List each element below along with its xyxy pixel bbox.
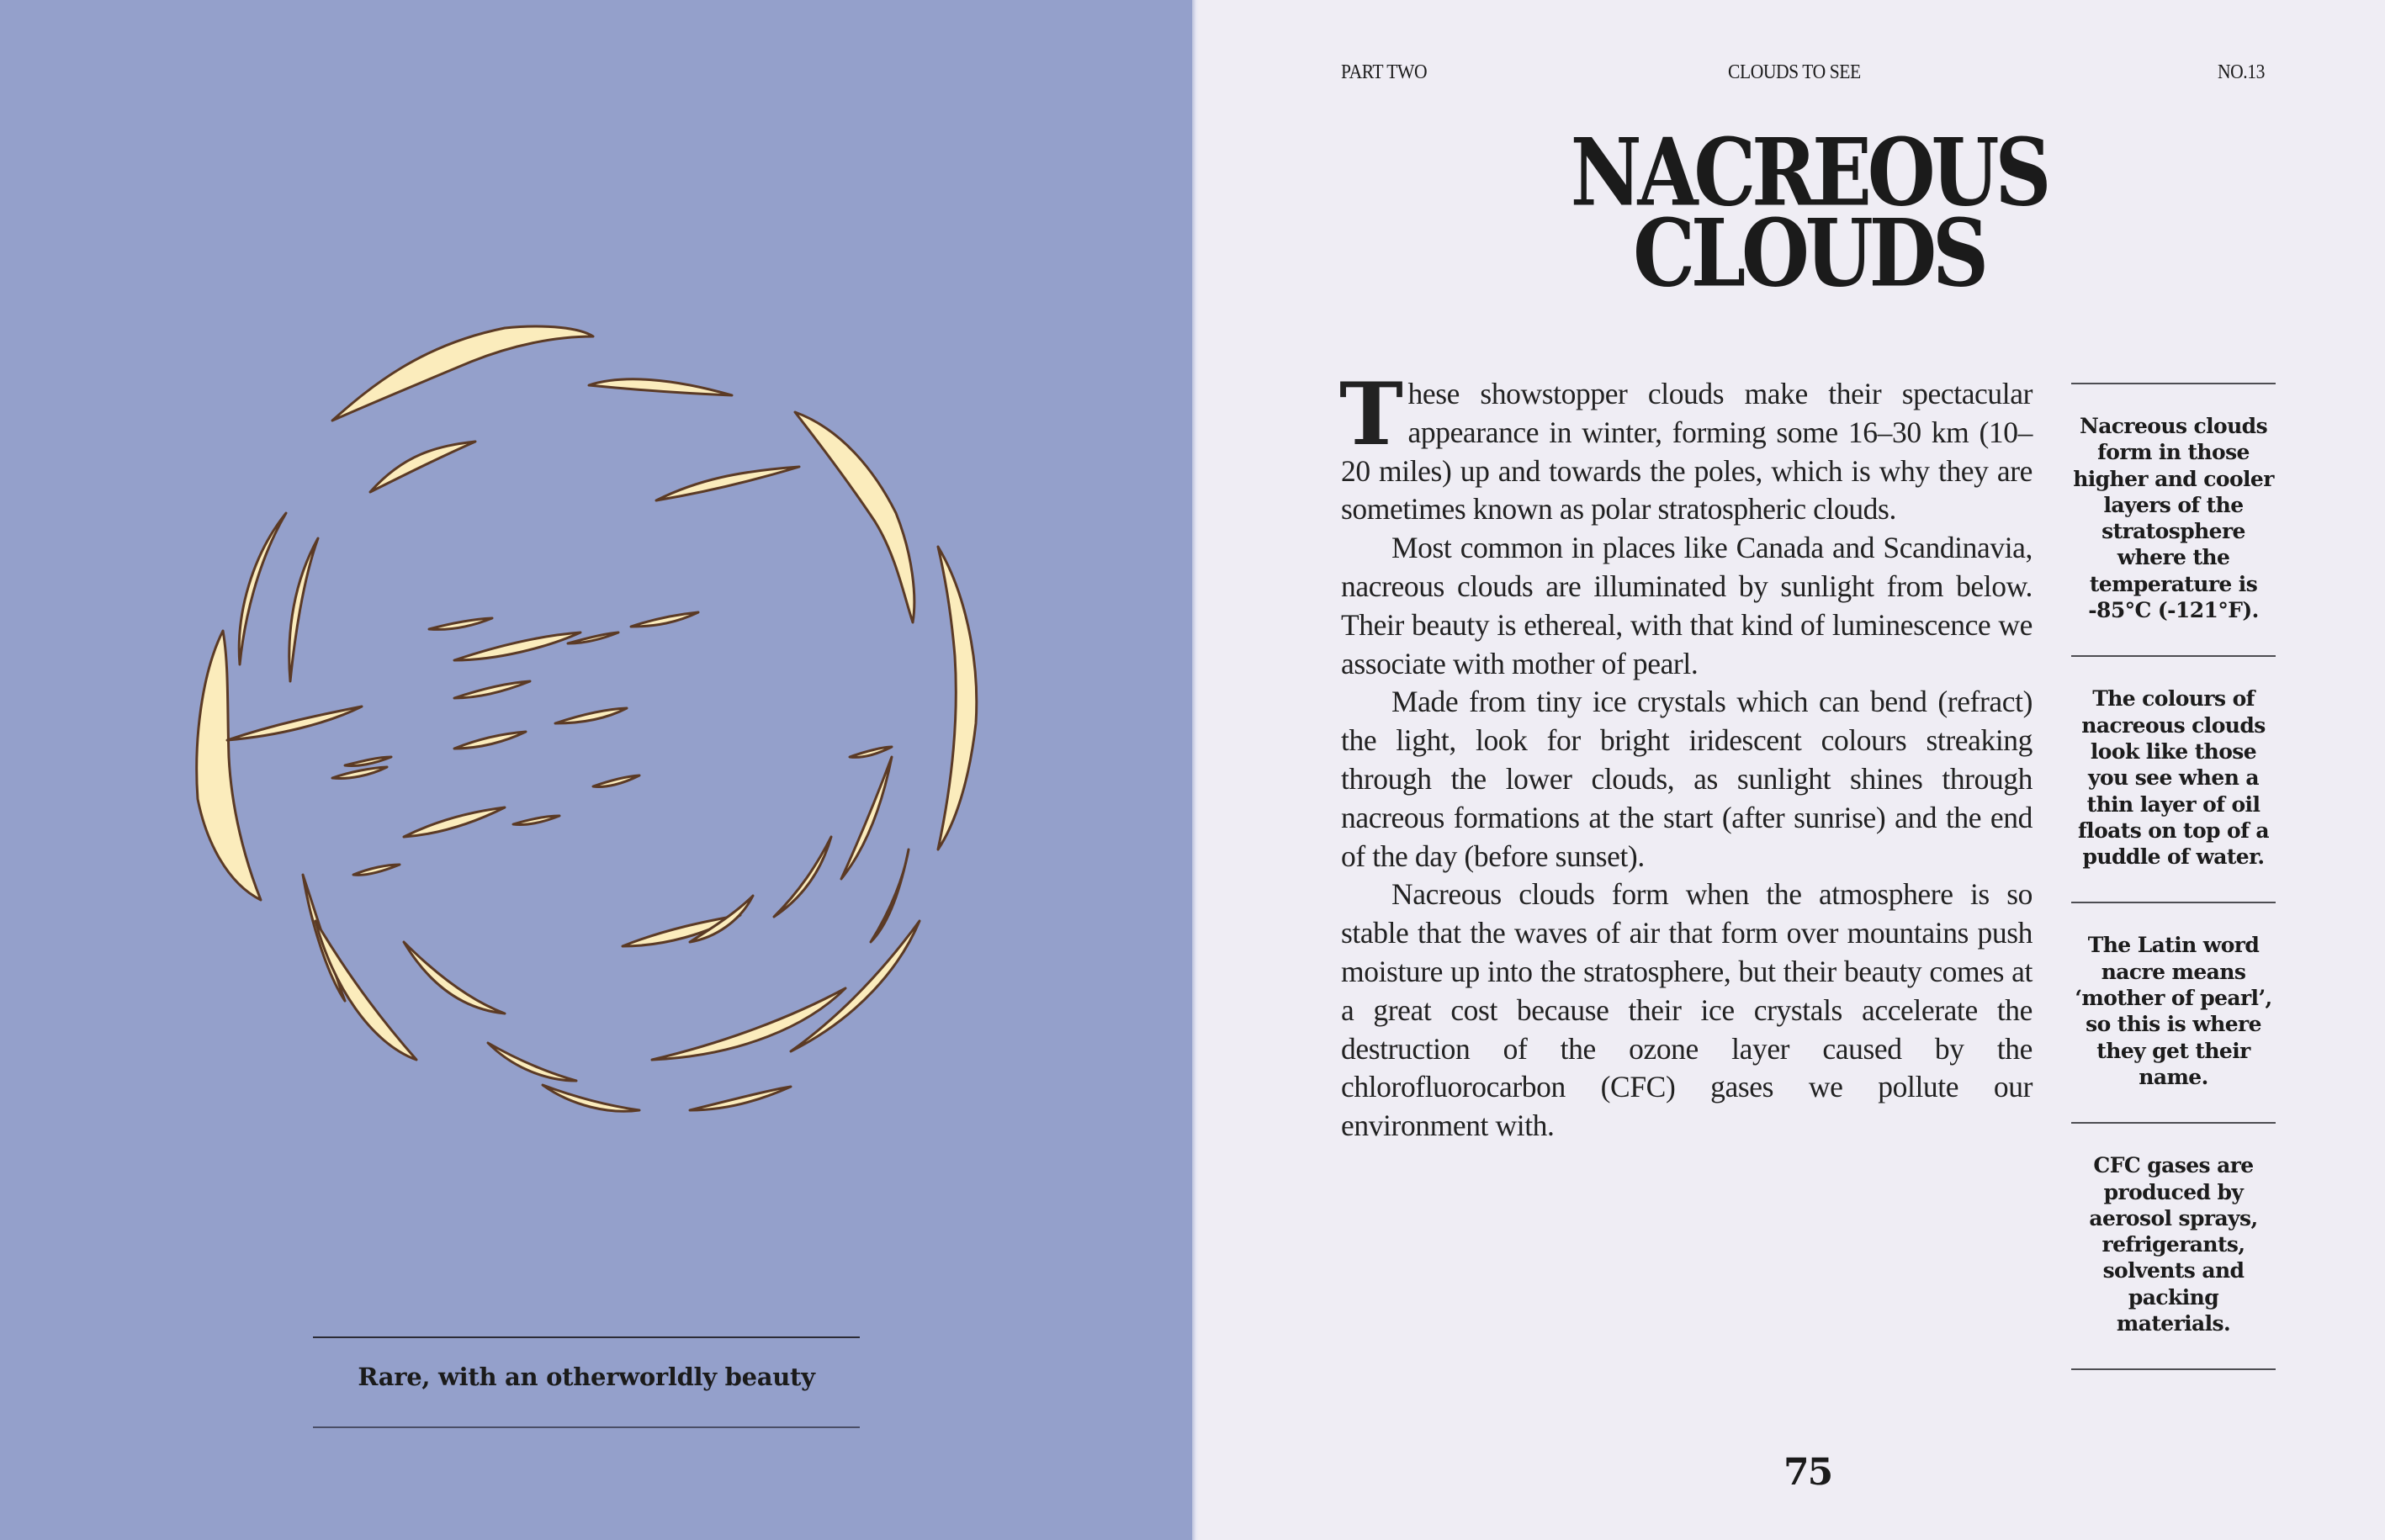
drop-cap: T [1339, 364, 1403, 465]
body-text [1339, 364, 2033, 1146]
page-number: 75 [1783, 1451, 1832, 1494]
page-title [1483, 119, 2134, 309]
sidebar-note-cfc: CFC gases are produced by aerosol sprays, refrigerants, solvents and packing materials. [2089, 1153, 2258, 1336]
left-page [0, 0, 1192, 1540]
paragraph-2: Most common in places like Canada and Scandinavia, nacreous clouds are illuminated by sunlight from below. Their beauty is ethereal, with that kind of luminescence we associate with mother of pearl. [1341, 531, 2033, 680]
sidebar-rule [2071, 1368, 2276, 1370]
sidebar-note-colours: The colours of nacreous clouds look like those you see when a thin layer of oil floats on top of a puddle of water. [2078, 686, 2269, 870]
caption-rule-top [313, 1336, 860, 1338]
caption-rule-bottom [313, 1426, 860, 1428]
running-head-section: PART TWO [1341, 61, 1428, 83]
paragraph-1-text: hese showstopper clouds make their spectacular appearance in winter, forming some 16–30 km (10–20 miles) up and towards the poles, which is why they are sometimes known as polar stratospheric clouds. [1341, 377, 2033, 527]
title-line-2: CLOUDS [1633, 199, 1985, 309]
paragraph-4: Nacreous clouds form when the atmosphere is so stable that the waves of air that form over mountains push moisture up into the stratosphere, but their beauty comes at a great cost because their ice crystals accelerate the destruction of the ozone layer caused by the chlorofluorocarbon (CFC) gases we pollute our environment with. [1341, 877, 2033, 1143]
running-head-chapter: CLOUDS TO SEE [1728, 61, 1861, 83]
paragraph-1 [1339, 364, 2033, 529]
title-line-1: NACREOUS [1570, 119, 2048, 228]
illustration-caption: Rare, with an otherworldly beauty [358, 1363, 815, 1391]
sidebar-note-temperature: Nacreous clouds form in those higher and cooler layers of the stratosphere where the temperature is -85°C (-121°F). [2073, 414, 2274, 623]
sidebar-note-etymology: The Latin word nacre means ‘mother of pearl’, so this is where they get their name. [2075, 933, 2272, 1089]
paragraph-3: Made from tiny ice crystals which can bend (refract) the light, look for bright iridescent colours streaking through the lower clouds, as sunlight shines through nacreous formations at the start (after sunrise) and the end of the day (before sunset). [1341, 685, 2033, 873]
nacreous-clouds-illustration [151, 303, 1010, 1127]
fact-sidebar [2071, 383, 2276, 1370]
book-gutter [1192, 0, 1199, 1540]
running-head-number: NO.13 [2218, 61, 2265, 83]
